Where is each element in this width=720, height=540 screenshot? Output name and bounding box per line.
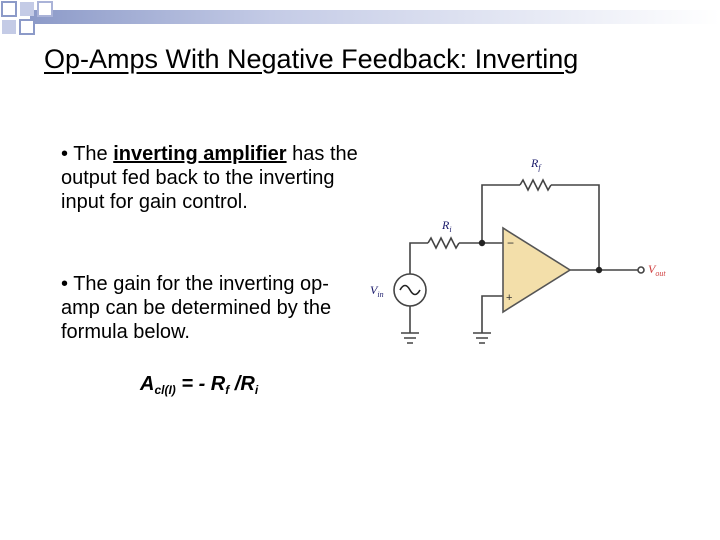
bullet1-emphasis: inverting amplifier [113,143,287,165]
noninverting-wire [482,296,503,333]
bullet-gain-formula: • The gain for the inverting op-amp can be determined by the formula below. [61,273,332,343]
formula-ri-subscript: i [254,383,259,397]
vout-label [648,262,666,278]
vin-label-main: V [370,283,378,297]
ri-label-main: R [442,218,450,232]
vout-label-main: V [648,262,656,276]
slide-title: Op-Amps With Negative Feedback: Inverting [44,44,579,74]
ri-resistor-icon [428,238,459,248]
inverting-junction-dot [479,240,485,246]
rf-label [530,156,542,172]
source-ground-icon [401,333,419,343]
bullet-inverting-amplifier [61,142,361,214]
inverting-amplifier-circuit [360,148,710,358]
vout-label-sub: out [655,269,666,278]
formula-rhs-prefix: = - R [175,373,226,395]
input-wire [410,243,428,274]
ri-label [441,218,452,234]
formula-lhs-subscript: cl(I) [154,383,176,397]
vin-label [370,283,384,299]
rf-resistor-icon [520,180,551,190]
vin-label-sub: in [377,290,384,299]
bullet1-suffix: has the output fed back to the inverting input for gain control. [61,143,358,213]
formula-rhs-mid: /R [229,373,255,395]
vout-terminal-icon [638,267,644,273]
formula-lhs: A [140,373,155,395]
opamp-minus-sign: − [507,236,515,250]
ri-label-sub: i [449,225,452,234]
bullet1-prefix: • The [61,143,114,165]
gain-formula [140,373,258,396]
rf-label-main: R [531,156,539,170]
rf-label-sub: f [538,163,541,172]
feedback-wire-right [551,185,599,270]
formula-rf-subscript: f [225,383,230,397]
opamp-ground-icon [473,333,491,343]
output-junction-dot [596,267,602,273]
opamp-plus-sign: + [506,292,513,304]
